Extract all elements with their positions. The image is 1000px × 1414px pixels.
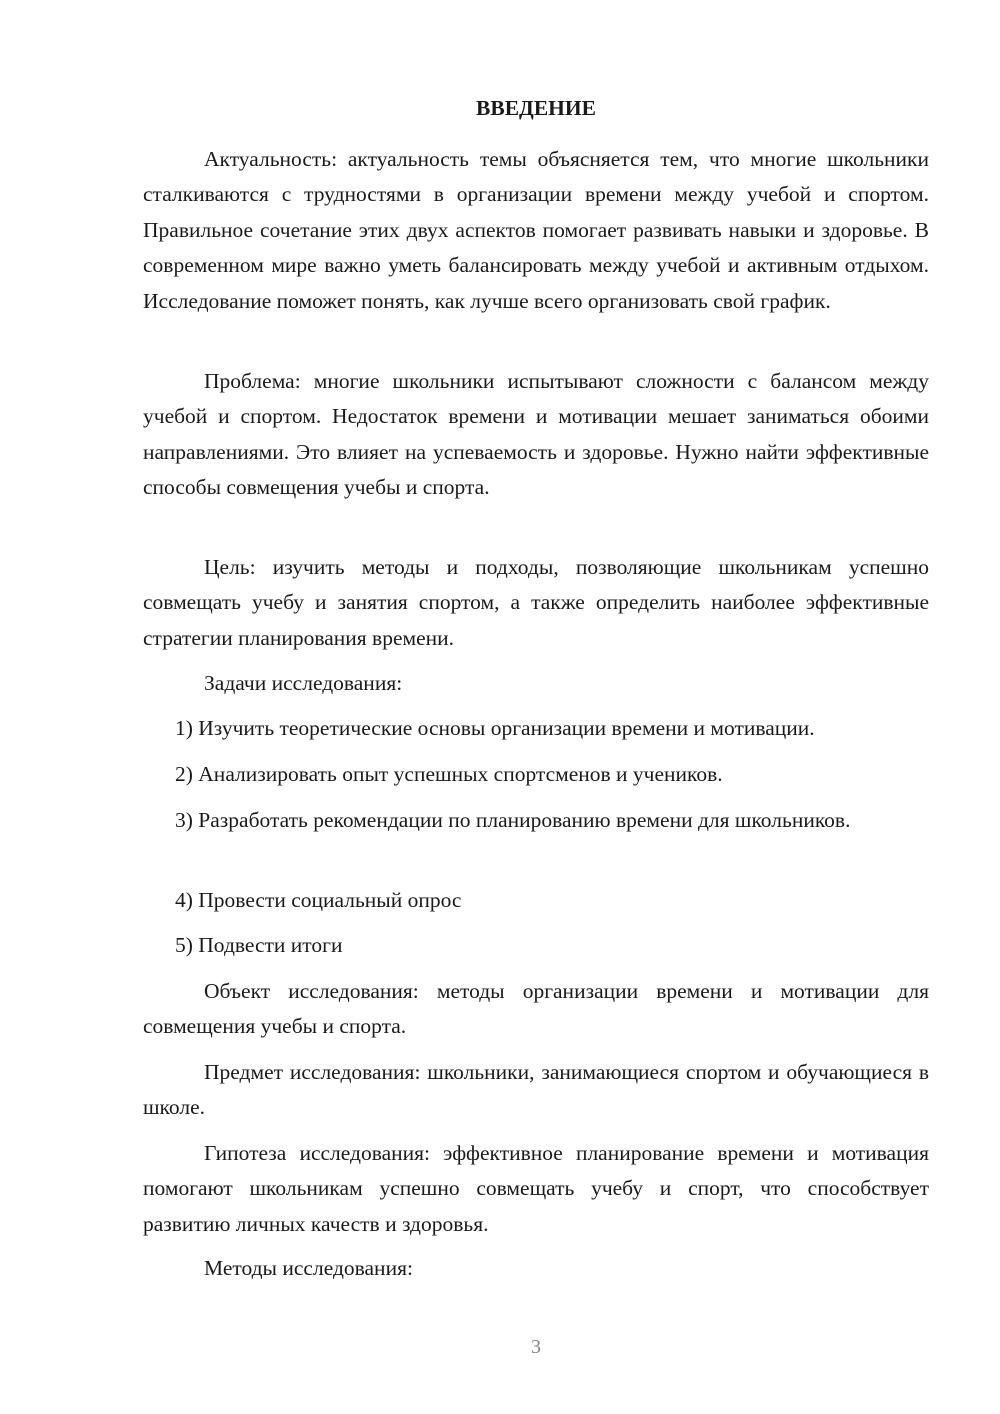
tasks-heading: Задачи исследования: [204, 671, 403, 695]
paragraph-object: Объект исследования: методы организации времени и мотивации для совмещения учебы и спорта. [143, 979, 929, 1039]
task-item-2: 2) Анализировать опыт успешных спортсменов и учеников. [175, 762, 723, 786]
paragraph-hypothesis: Гипотеза исследования: эффективное планирование времени и мотивация помогают школьникам успешно совмещать учебу и спорт, что способствует развитию личных качеств и здоровья. [143, 1141, 929, 1236]
paragraph-subject: Предмет исследования: школьники, занимающиеся спортом и обучающиеся в школе. [143, 1060, 929, 1120]
section-title: ВВЕДЕНИЕ [476, 96, 596, 120]
task-item-3: 3) Разработать рекомендации по планированию времени для школьников. [175, 808, 851, 832]
page-number: 3 [531, 1336, 541, 1358]
task-item-4: 4) Провести социальный опрос [175, 888, 462, 912]
paragraph-problem: Проблема: многие школьники испытывают сложности с балансом между учебой и спортом. Недостаток времени и мотивации мешает заниматься обоими направлениями. Это влияет на успеваемость и здоровье. Нужно найти эффективные способы совмещения учебы и спорта. [143, 369, 929, 500]
methods-heading: Методы исследования: [204, 1256, 413, 1280]
paragraph-relevance: Актуальность: актуальность темы объясняется тем, что многие школьники сталкиваются с трудностями в организации времени между учебой и спортом. Правильное сочетание этих двух аспектов помогает развивать навыки и здоровье. В современном мире важно уметь балансировать между учебой и активным отдыхом. Исследование поможет понять, как лучше всего организовать свой график. [143, 147, 929, 313]
task-item-5: 5) Подвести итоги [175, 933, 343, 957]
paragraph-goal: Цель: изучить методы и подходы, позволяющие школьникам успешно совмещать учебу и занятия спортом, а также определить наиболее эффективные стратегии планирования времени. [143, 555, 929, 650]
task-item-1: 1) Изучить теоретические основы организации времени и мотивации. [175, 716, 815, 740]
